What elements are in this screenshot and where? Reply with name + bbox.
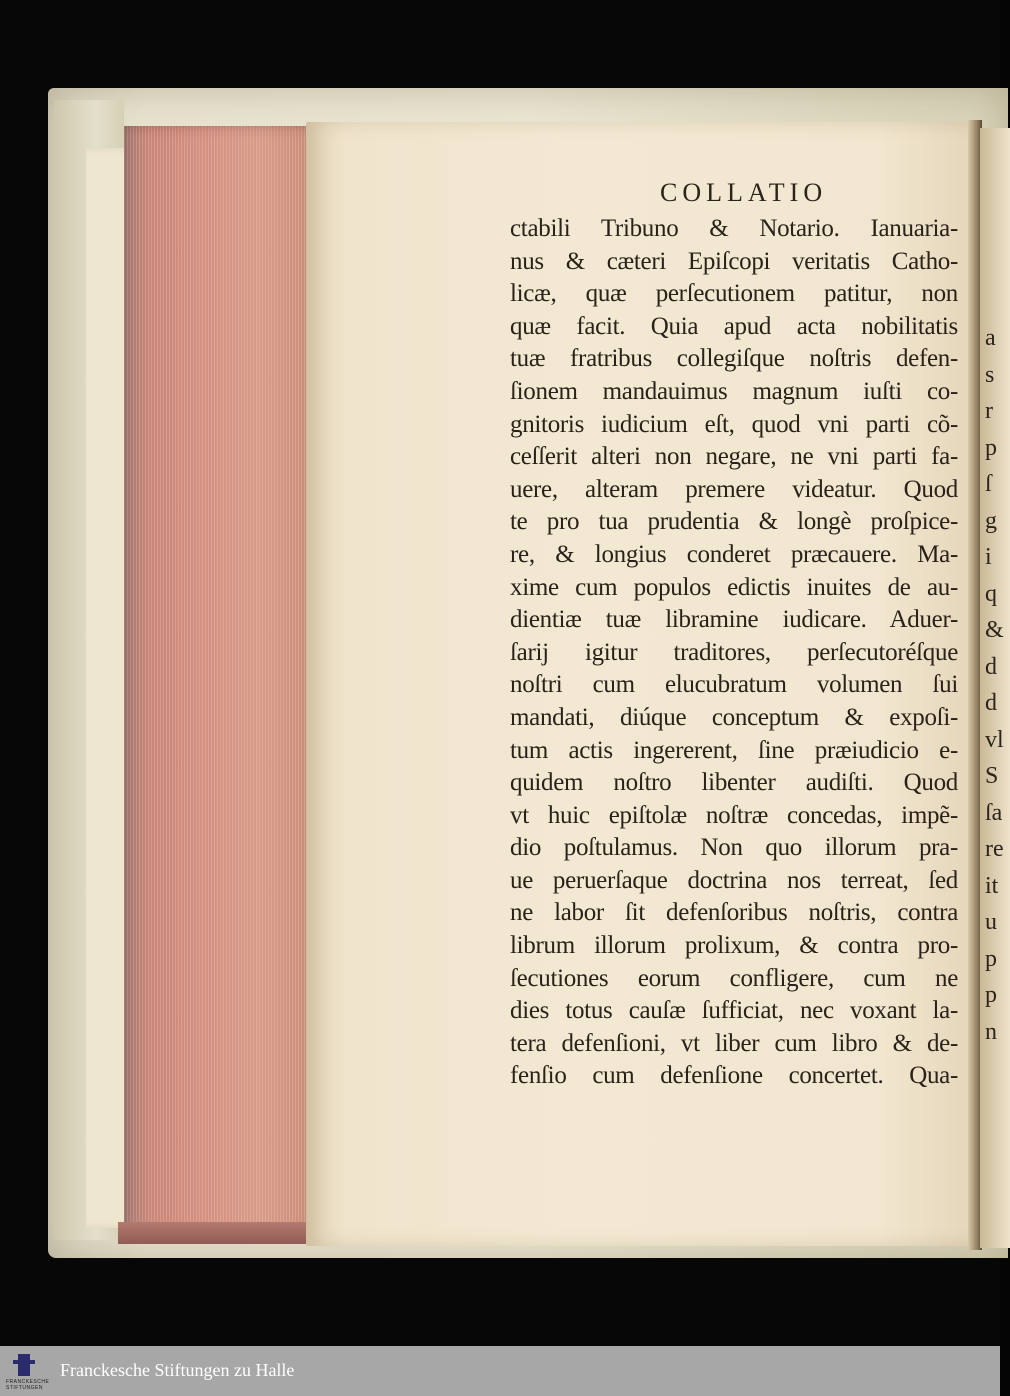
facing-page-letter: S [985,763,999,789]
facing-page-letter: ſ [985,471,992,497]
text-line: noſtri cum elucubratum volumen ſui [510,671,958,699]
facing-page-letter: it [985,872,999,899]
text-line: ceſſerit alteri non negare, ne vni parti fa- [510,443,958,471]
facing-page-letter: s [985,361,995,388]
text-line: ctabili Tribuno & Notario. Ianuaria- [510,215,958,242]
page-edges-bottom [118,1222,328,1244]
facing-page-letter: p [985,945,997,972]
text-line: quæ facit. Quia apud acta nobilitatis [510,312,958,340]
text-line: ne labor ſit defenſoribus noſtris, contra [510,899,958,927]
text-line: dies totus cauſæ ſufficiat, nec voxant la- [510,997,958,1025]
text-line: tera defenſioni, vt liber cum libro & de- [510,1029,958,1057]
text-line: re, & longius conderet præcauere. Ma- [510,540,958,568]
text-line: vt huic epiſtolæ noſtræ concedas, impẽ- [510,801,958,829]
text-line: mandati, diúque conceptum & expoſi- [510,703,958,731]
facing-page-letter: g [985,507,997,534]
facing-page-letter: vl [985,726,1004,753]
institution-logo[interactable] [6,1352,50,1392]
facing-page-letter: r [985,398,993,424]
running-header: COLLATIO [660,178,828,207]
text-line: ſecutiones eorum confligere, cum ne [510,964,958,992]
logo-text: FRANCKESCHE STIFTUNGEN [6,1379,50,1391]
red-page-edges [124,126,318,1234]
facing-page-letter: p [985,982,997,1008]
institution-name: Franckesche Stiftungen zu Halle [60,1360,295,1380]
facing-page-letter: re [985,836,1004,862]
text-line: tuæ fratribus collegiſque noſtris defen- [510,345,958,373]
text-line: xime cum populos edictis inuites de au- [510,573,958,601]
text-line: librum illorum prolixum, & contra pro- [510,932,958,960]
text-line: quidem noſtro libenter audiſti. Quod [510,769,958,797]
text-line: gnitoris iudicium eſt, quod vni parti cõ- [510,410,958,438]
facing-page-letter: q [985,580,997,607]
facing-page-letter: u [985,909,997,935]
text-line: dientiæ tuæ libramine iudicare. Aduer- [510,606,958,634]
facing-page-letter: & [985,617,1004,643]
text-line: licæ, quæ perſecutionem patitur, non [510,280,958,308]
logo-emblem-icon [18,1354,30,1376]
text-line: dio poſtulamus. Non quo illorum pra- [510,834,958,862]
facing-page-letter: p [985,434,997,461]
facing-page-letter: d [985,690,997,716]
text-line: ue peruerſaque doctrina nos terreat, ſed [510,866,958,894]
text-line: ſarij igitur traditores, perſecutoréſque [510,638,958,666]
facing-page-letter: ſa [985,799,1003,826]
footer-bar [0,1346,1000,1396]
text-line: ſionem mandauimus magnum iuſti co- [510,377,958,405]
facing-page-text [985,320,1004,1050]
page-text [510,213,958,1093]
text-line: te pro tua prudentia & longè proſpice- [510,508,958,536]
facing-page-letter: n [985,1018,997,1045]
facing-page-letter: a [985,325,996,351]
text-line: fenſio cum defenſione concertet. Qua- [510,1062,958,1090]
text-line: tum actis ingererent, ſine præiudicio e- [510,736,958,764]
facing-page-letter: d [985,653,997,680]
text-line: uere, alteram premere videatur. Quod [510,475,958,503]
facing-page-letter: i [985,544,992,570]
text-line: nus & cæteri Epiſcopi veritatis Catho- [510,247,958,275]
